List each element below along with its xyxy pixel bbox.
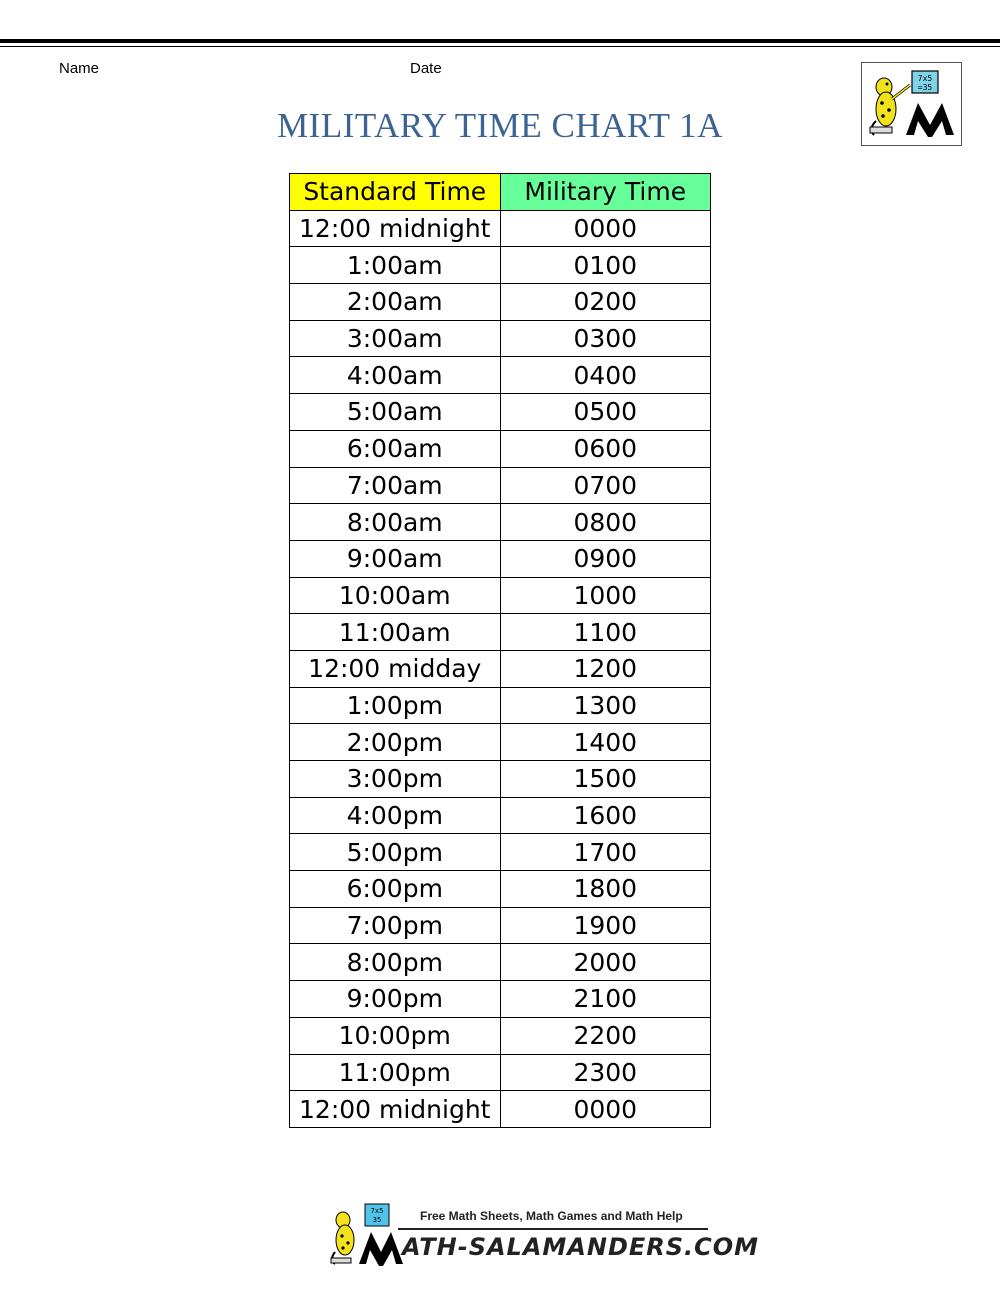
- table-row: [290, 577, 711, 614]
- top-rule: [0, 39, 1000, 43]
- footer-logo-equation-line1: 7x5: [370, 1207, 384, 1215]
- table-row: [290, 1054, 711, 1091]
- standard-time-cell: 6:00am: [290, 430, 501, 467]
- table-row: [290, 687, 711, 724]
- footer-salamander-graphic: [325, 1200, 405, 1270]
- military-time-cell: 0000: [500, 210, 711, 247]
- military-time-cell: 0300: [500, 320, 711, 357]
- military-time-cell: 0900: [500, 540, 711, 577]
- table-row: [290, 797, 711, 834]
- standard-time-cell: 10:00am: [290, 577, 501, 614]
- military-time-cell: 1200: [500, 650, 711, 687]
- standard-time-cell: 12:00 midday: [290, 650, 501, 687]
- standard-time-cell: 2:00pm: [290, 724, 501, 761]
- table-row: [290, 1091, 711, 1128]
- spot: [340, 1234, 343, 1237]
- military-time-cell: 1400: [500, 724, 711, 761]
- table-row: [290, 504, 711, 541]
- standard-time-cell: 5:00pm: [290, 834, 501, 871]
- military-time-cell: 2000: [500, 944, 711, 981]
- standard-time-cell: 2:00am: [290, 284, 501, 321]
- table-header-row: [290, 174, 711, 211]
- footer-logo-equation-line2: 35: [372, 1216, 382, 1224]
- standard-time-cell: 4:00pm: [290, 797, 501, 834]
- name-label: Name: [59, 60, 100, 77]
- standard-time-cell: 1:00pm: [290, 687, 501, 724]
- military-time-cell: 1500: [500, 761, 711, 798]
- military-time-cell: 1000: [500, 577, 711, 614]
- logo-equation-line2: =35: [917, 83, 933, 92]
- military-time-cell: 1300: [500, 687, 711, 724]
- table-row: [290, 430, 711, 467]
- table-row: [290, 650, 711, 687]
- table-body: [290, 210, 711, 1127]
- salamander-arm-fill: [892, 85, 910, 99]
- date-label: Date: [410, 60, 442, 77]
- military-time-cell: 0800: [500, 504, 711, 541]
- standard-time-cell: 7:00pm: [290, 907, 501, 944]
- military-time-cell: 0700: [500, 467, 711, 504]
- standard-time-cell: 4:00am: [290, 357, 501, 394]
- footer-stool-icon: [331, 1258, 351, 1263]
- table-row: [290, 357, 711, 394]
- table-row: [290, 761, 711, 798]
- standard-time-cell: 8:00pm: [290, 944, 501, 981]
- page-title: MILITARY TIME CHART 1A: [277, 106, 723, 145]
- military-time-cell: 0000: [500, 1091, 711, 1128]
- table-row: [290, 724, 711, 761]
- table-row: [290, 614, 711, 651]
- footer-rule: [398, 1228, 708, 1230]
- table-row: [290, 247, 711, 284]
- table-row: [290, 320, 711, 357]
- military-time-cell: 1800: [500, 871, 711, 908]
- military-time-cell: 0200: [500, 284, 711, 321]
- standard-time-cell: 3:00am: [290, 320, 501, 357]
- standard-time-cell: 11:00am: [290, 614, 501, 651]
- table-row: [290, 871, 711, 908]
- military-time-cell: 1900: [500, 907, 711, 944]
- standard-time-cell: 9:00pm: [290, 981, 501, 1018]
- footer-salamander-body-icon: [336, 1225, 354, 1255]
- standard-time-cell: 7:00am: [290, 467, 501, 504]
- spot: [346, 1241, 349, 1244]
- standard-time-cell: 11:00pm: [290, 1054, 501, 1091]
- table-row: [290, 981, 711, 1018]
- standard-time-header: Standard Time: [290, 174, 501, 211]
- military-time-cell: 2200: [500, 1017, 711, 1054]
- military-time-cell: 1700: [500, 834, 711, 871]
- table-row: [290, 210, 711, 247]
- standard-time-cell: 5:00am: [290, 394, 501, 431]
- footer-tagline: Free Math Sheets, Math Games and Math Help: [420, 1209, 683, 1223]
- military-time-header: Military Time: [500, 174, 711, 211]
- footer-m-letter-icon: [359, 1232, 403, 1266]
- table-row: [290, 907, 711, 944]
- standard-time-cell: 6:00pm: [290, 871, 501, 908]
- table-row: [290, 944, 711, 981]
- standard-time-cell: 1:00am: [290, 247, 501, 284]
- table-row: [290, 394, 711, 431]
- standard-time-cell: 12:00 midnight: [290, 1091, 501, 1128]
- standard-time-cell: 12:00 midnight: [290, 210, 501, 247]
- table-row: [290, 834, 711, 871]
- military-time-cell: 1100: [500, 614, 711, 651]
- spot: [880, 101, 884, 105]
- spot: [886, 83, 889, 86]
- military-time-cell: 2100: [500, 981, 711, 1018]
- military-time-cell: 0100: [500, 247, 711, 284]
- logo-equation-line1: 7x5: [917, 74, 933, 83]
- table-row: [290, 1017, 711, 1054]
- military-time-cell: 0500: [500, 394, 711, 431]
- standard-time-cell: 9:00am: [290, 540, 501, 577]
- military-time-table: [289, 173, 711, 1128]
- military-time-cell: 1600: [500, 797, 711, 834]
- footer-site-name: ATH-SALAMANDERS.COM: [402, 1233, 760, 1261]
- spot: [341, 1246, 344, 1249]
- table-row: [290, 540, 711, 577]
- standard-time-cell: 10:00pm: [290, 1017, 501, 1054]
- standard-time-cell: 8:00am: [290, 504, 501, 541]
- military-time-cell: 2300: [500, 1054, 711, 1091]
- table-row: [290, 284, 711, 321]
- standard-time-cell: 3:00pm: [290, 761, 501, 798]
- table-row: [290, 467, 711, 504]
- military-time-cell: 0400: [500, 357, 711, 394]
- military-time-cell: 0600: [500, 430, 711, 467]
- top-rule-thin: [0, 46, 1000, 47]
